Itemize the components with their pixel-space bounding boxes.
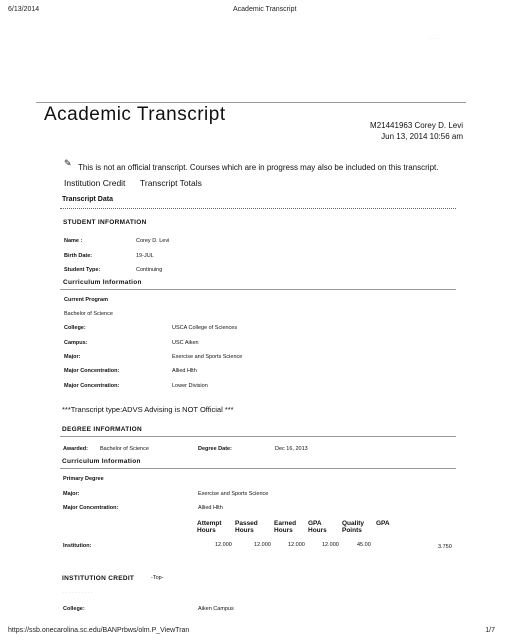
major-value: Exercise and Sports Science — [172, 354, 243, 360]
title-rule — [36, 102, 466, 103]
institution-quality-points: 45.00 — [357, 542, 371, 548]
degree-major-value: Exercise and Sports Science — [198, 491, 269, 497]
degree-info-heading: DEGREE INFORMATION — [62, 426, 143, 433]
college-value: USCA College of Sciences — [172, 325, 238, 331]
student-id-name: M21441963 Corey D. Levi — [370, 121, 463, 130]
gpa-header-gpa: GPA — [376, 520, 390, 527]
institution-passed-hours: 12.000 — [254, 542, 271, 548]
student-type-value: Continuing — [136, 267, 163, 273]
gpa-header-gpa-hours: GPA Hours — [308, 520, 327, 534]
notice-text: This is not an official transcript. Courses which are in progress may also be included on this transcript. — [78, 163, 439, 172]
degree-curriculum-heading: Curriculum Information — [62, 458, 141, 465]
print-url: https://ssb.onecarolina.sc.edu/BANPrbws/olm.P_ViewTran — [8, 627, 190, 634]
top-link[interactable]: -Top- — [151, 575, 164, 581]
campus-label: Campus: — [64, 340, 88, 346]
degree-date-label: Degree Date: — [198, 446, 232, 452]
degree-concentration-value: Allied Hlth — [198, 505, 223, 511]
birth-value: 19-JUL — [136, 253, 154, 259]
institution-gpa: 3.750 — [438, 544, 452, 550]
faint-row-icon: · · · · · · · · · · — [63, 590, 93, 596]
major-concentration-label: Major Concentration: — [64, 368, 120, 374]
campus-value: USC Aiken — [172, 340, 199, 346]
institution-college-value: Aiken Campus — [198, 606, 234, 612]
print-page-title: Academic Transcript — [233, 6, 297, 13]
print-date: 6/13/2014 — [8, 6, 40, 13]
timestamp: Jun 13, 2014 10:56 am — [381, 132, 463, 141]
birth-label: Birth Date: — [64, 253, 93, 259]
current-program-label: Current Program — [64, 297, 109, 303]
current-program-value: Bachelor of Science — [64, 311, 113, 317]
gpa-header-quality-points: Quality Points — [342, 520, 365, 534]
gpa-header-earned-hours: Earned Hours — [274, 520, 297, 534]
major-concentration-value-2: Lower Division — [172, 383, 208, 389]
gpa-header-attempt-hours: Attempt Hours — [197, 520, 222, 534]
institution-credit-heading: INSTITUTION CREDIT — [62, 575, 135, 582]
degree-major-label: Major: — [63, 491, 80, 497]
degree-concentration-label: Major Concentration: — [63, 505, 119, 511]
name-label: Name : — [64, 238, 83, 244]
institution-college-label: College: — [63, 606, 85, 612]
student-type-label: Student Type: — [64, 267, 101, 273]
page-title: Academic Transcript — [44, 104, 226, 125]
awarded-label: Awarded: — [63, 446, 88, 452]
degree-info-rule — [60, 436, 456, 437]
name-value: Corey D. Levi — [136, 238, 170, 244]
major-concentration-value: Allied Hlth — [172, 368, 197, 374]
print-page-number: 1/7 — [485, 627, 495, 634]
link-institution-credit[interactable]: Institution Credit — [64, 178, 126, 188]
institution-attempt-hours: 12.000 — [215, 542, 232, 548]
major-label: Major: — [64, 354, 81, 360]
curriculum-rule — [60, 289, 456, 290]
degree-curriculum-rule — [60, 468, 456, 469]
primary-degree-label: Primary Degree — [63, 476, 104, 482]
institution-row-label: Institution: — [63, 543, 92, 549]
degree-date-value: Dec 16, 2013 — [275, 446, 308, 452]
awarded-value: Bachelor of Science — [100, 446, 149, 452]
transcript-data-rule — [60, 208, 456, 209]
faint-mark-icon: · · · — [430, 36, 438, 42]
major-concentration-label-2: Major Concentration: — [64, 383, 120, 389]
transcript-type-notice: ***Transcript type:ADVS Advising is NOT Official *** — [62, 405, 234, 414]
link-transcript-totals[interactable]: Transcript Totals — [140, 178, 202, 188]
student-info-heading: STUDENT INFORMATION — [63, 219, 147, 226]
curriculum-heading: Curriculum Information — [63, 279, 142, 286]
college-label: College: — [64, 325, 86, 331]
institution-earned-hours: 12.000 — [288, 542, 305, 548]
institution-gpa-hours: 12.000 — [322, 542, 339, 548]
gpa-header-passed-hours: Passed Hours — [235, 520, 258, 534]
notice-icon: ✎ — [64, 158, 72, 168]
transcript-data-label: Transcript Data — [62, 196, 113, 203]
